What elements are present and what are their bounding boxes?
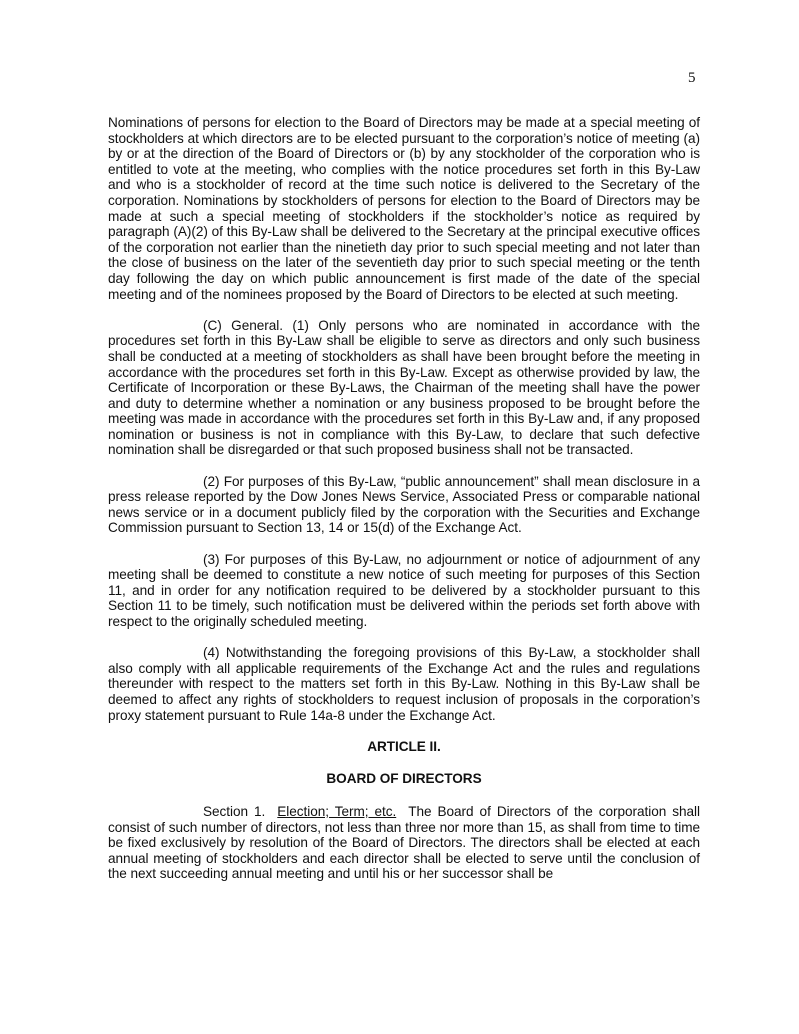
document-body	[108, 115, 700, 898]
paragraph-section-1	[108, 804, 700, 882]
article-title: BOARD OF DIRECTORS	[326, 771, 482, 787]
paragraph-c-general-1: (C) General. (1) Only persons who are nominated in accordance with the procedures set forth in this By-Law shall be eligible to serve as directors and only such business shall be conducted at a meeting of stockholders as shall have been brought before the meeting in accordance with the procedures set forth in this By-Law. Except as otherwise provided by law, the Certificate of Incorporation or these By-Laws, the Chairman of the meeting shall have the power and duty to determine whether a nomination or any business proposed to be brought before the meeting was made in accordance with the procedures set forth in this By-Law and, if any proposed nomination or business is not in compliance with this By-Law, to declare that such defective nomination shall be disregarded or that such proposed business shall not be transacted.	[108, 317, 700, 458]
article-heading: ARTICLE II.	[367, 738, 441, 754]
section-title: Election; Term; etc.	[277, 803, 397, 819]
paragraph-c-4-exchange-act: (4) Notwithstanding the foregoing provisions of this By-Law, a stockholder shall also comply with all applicable requirements of the Exchange Act and the rules and regulations thereunder with respect to the matters set forth in this By-Law. Nothing in this By-Law shall be deemed to affect any rights of stockholders to request inclusion of proposals in the corporation’s proxy statement pursuant to Rule 14a-8 under the Exchange Act.	[108, 645, 700, 723]
paragraph-c-2-public-announcement: (2) For purposes of this By-Law, “public announcement” shall mean disclosure in a press release reported by the Dow Jones News Service, Associated Press or comparable national news service or in a document publicly filed by the corporation with the Securities and Exchange Commission pursuant to Section 13, 14 or 15(d) of the Exchange Act.	[108, 473, 700, 536]
section-label: Section 1.	[203, 803, 266, 819]
paragraph-special-meeting-nominations: Nominations of persons for election to the Board of Directors may be made at a special meeting of stockholders at which directors are to be elected pursuant to the corporation’s notice of meeting (a) by or at the direction of the Board of Directors or (b) by any stockholder of the corporation who is entitled to vote at the meeting, who complies with the notice procedures set forth in this By-Law and who is a stockholder of record at the time such notice is delivered to the Secretary of the corporation. Nominations by stockholders of persons for election to the Board of Directors may be made at such a special meeting of stockholders if the stockholder’s notice as required by paragraph (A)(2) of this By-Law shall be delivered to the Secretary at the principal executive offices of the corporation not earlier than the ninetieth day prior to such special meeting and not later than the close of business on the later of the seventieth day prior to such special meeting or the tenth day following the day on which public announcement is first made of the date of the special meeting and of the nominees proposed by the Board of Directors to be elected at such meeting.	[108, 115, 700, 302]
paragraph-c-3-adjournment: (3) For purposes of this By-Law, no adjournment or notice of adjournment of any meeting shall be deemed to constitute a new notice of such meeting for purposes of this Section 11, and in order for any notification required to be delivered by a stockholder pursuant to this Section 11 to be timely, such notification must be delivered within the periods set forth above with respect to the originally scheduled meeting.	[108, 551, 700, 629]
section-text: The Board of Directors of the corporation shall consist of such number of directors, not less than three nor more than 15, as shall from time to time be fixed exclusively by resolution of the Board of Directors. The directors shall be elected at each annual meeting of stockholders and each director shall be elected to serve until the conclusion of the next succeeding annual meeting and until his or her successor shall be	[108, 803, 700, 882]
page-number: 5	[688, 70, 696, 86]
